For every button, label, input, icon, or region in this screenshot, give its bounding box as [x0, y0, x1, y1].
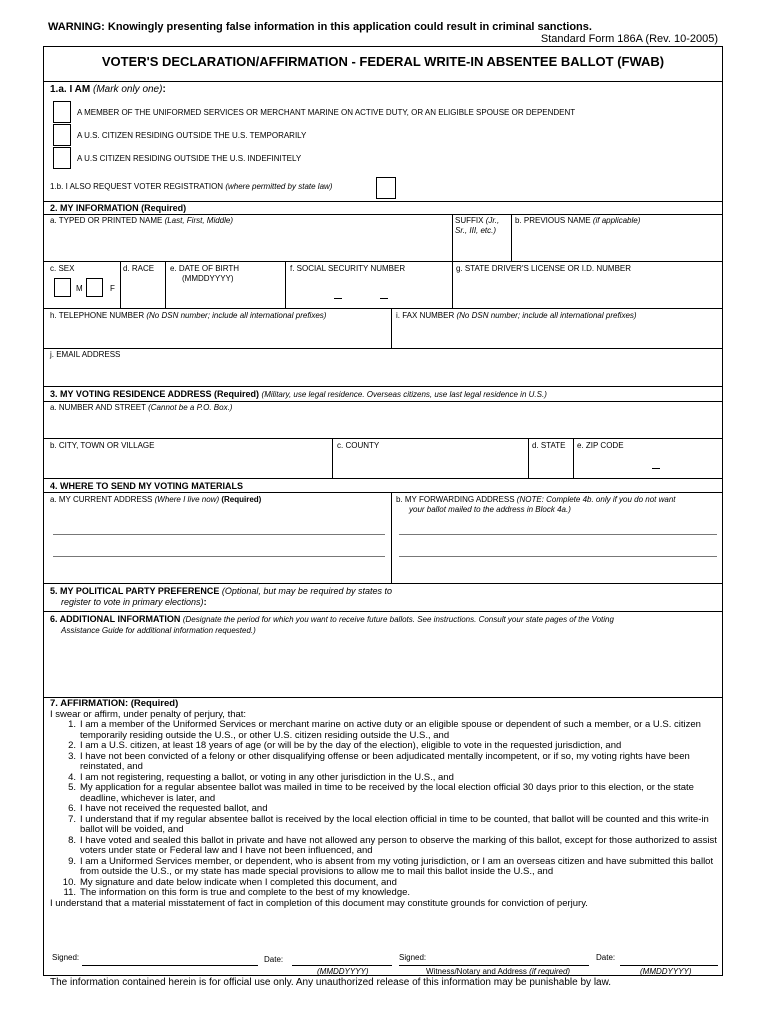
affirmation-item-number: 1. — [68, 719, 76, 730]
affirmation-list — [50, 720, 720, 899]
current-address-line[interactable] — [53, 556, 385, 557]
section-6-heading: 6. ADDITIONAL INFORMATION (Designate the period for which you want to receive future ballots. See instructions. Consult your state pages of the Voting Assistance Guide for additional information requested.) — [50, 614, 614, 635]
affirmation-item-text: The information on this form is true and complete to the best of my knowledge. — [80, 887, 411, 898]
option-uniformed-label: A MEMBER OF THE UNIFORMED SERVICES OR MERCHANT MARINE ON ACTIVE DUTY, OR AN ELIGIBLE SPOUSE OR DEPENDENT — [77, 108, 576, 117]
affirmation-item-text: My signature and date below indicate when I completed this document, and — [80, 876, 397, 888]
phone-label: h. TELEPHONE NUMBER (No DSN number; include all international prefixes) — [50, 311, 327, 320]
license-label: g. STATE DRIVER'S LICENSE OR I.D. NUMBER — [456, 264, 632, 273]
affirmation-closing: I understand that a material misstatement of fact in completion of this document may constitute grounds for conviction of perjury. — [50, 897, 588, 909]
section-3-heading: 3. MY VOTING RESIDENCE ADDRESS (Required) (Military, use legal residence. Overseas citizens, use last legal residence in U.S.) — [50, 389, 547, 399]
standard-form-label: Standard Form 186A (Rev. 10-2005) — [540, 33, 718, 45]
state-label: d. STATE — [532, 441, 566, 450]
affirmation-item-text: I have voted and sealed this ballot in private and have not allowed any person to observe the marking of this ballot, except for those authorized to assist voters under state or Federal law and I have not been influenced, and — [80, 834, 717, 856]
city-label: b. CITY, TOWN OR VILLAGE — [50, 441, 155, 450]
race-label: d. RACE — [123, 264, 155, 273]
divider — [120, 261, 121, 308]
ssn-separator — [380, 298, 388, 299]
affirmation-item-text: I am a Uniformed Services member, or dependent, who is absent from my voting jurisdiction, or I am an overseas citizen and have submitted this ballot from outside the U.S., or my state has made special provisions to allow me to mail this ballot inside the U.S., and — [80, 855, 714, 877]
street-label: a. NUMBER AND STREET (Cannot be a P.O. Box.) — [50, 403, 233, 412]
sex-label: c. SEX — [50, 264, 75, 273]
divider — [573, 438, 574, 478]
affirmation-item-text: I have not been convicted of a felony or other disqualifying offense or been adjudicated mentally incompetent, or if so, my voting rights have been reinstated, and — [80, 750, 690, 772]
affirmation-item — [50, 857, 720, 878]
affirmation-item-number: 3. — [68, 750, 76, 762]
ssn-separator — [334, 298, 342, 299]
date-line[interactable] — [292, 965, 392, 966]
option-indefinite-checkbox[interactable] — [53, 147, 71, 169]
affirmation-item-number: 7. — [68, 813, 76, 825]
option-temporary-label: A U.S. CITIZEN RESIDING OUTSIDE THE U.S. TEMPORARILY — [77, 131, 307, 140]
affirmation-item — [50, 888, 720, 899]
dob-label: e. DATE OF BIRTH (MMDDYYYY) — [170, 264, 240, 283]
affirmation-item — [50, 815, 720, 836]
divider — [332, 438, 333, 478]
section-1a-heading: 1.a. I AM (Mark only one): — [50, 84, 166, 95]
signed-label: Signed: — [52, 953, 80, 962]
affirmation-item-number: 6. — [68, 803, 76, 814]
registration-request-label: 1.b. I ALSO REQUEST VOTER REGISTRATION (where permitted by state law) — [50, 182, 333, 191]
section-4-heading: 4. WHERE TO SEND MY VOTING MATERIALS — [50, 481, 244, 491]
zip-separator — [652, 468, 660, 469]
signature-line[interactable] — [82, 965, 258, 966]
divider — [43, 611, 723, 612]
divider — [43, 386, 723, 387]
witness-label: Witness/Notary and Address (if required) — [426, 967, 571, 976]
divider — [43, 308, 723, 309]
divider — [165, 261, 166, 308]
option-uniformed-checkbox[interactable] — [53, 101, 71, 123]
divider — [43, 478, 723, 479]
divider — [452, 214, 453, 261]
affirmation-item-text: My application for a regular absentee ballot was mailed in time to be received by the local election official 30 days prior to this election, or the state deadline, whichever is later, and — [80, 782, 694, 804]
divider — [452, 261, 453, 308]
fax-label: i. FAX NUMBER (No DSN number; include all international prefixes) — [396, 311, 637, 320]
date-format: (MMDDYYYY) — [317, 967, 369, 976]
divider — [391, 492, 392, 583]
divider — [43, 401, 723, 402]
name-field-label: a. TYPED OR PRINTED NAME (Last, First, Middle) — [50, 216, 234, 225]
county-label: c. COUNTY — [337, 441, 380, 450]
section-7-heading: 7. AFFIRMATION: (Required) — [50, 698, 179, 709]
option-indefinite-label: A U.S CITIZEN RESIDING OUTSIDE THE U.S. INDEFINITELY — [77, 154, 302, 163]
sex-female-label: F — [110, 284, 115, 293]
affirmation-item — [50, 804, 720, 815]
affirmation-section — [50, 699, 720, 909]
option-temporary-checkbox[interactable] — [53, 124, 71, 146]
date2-line[interactable] — [620, 965, 718, 966]
divider — [528, 438, 529, 478]
affirmation-item-text: I am a U.S. citizen, at least 18 years of age (or will be by the day of the election), eligible to vote in the requested jurisdiction, and — [80, 740, 622, 751]
forwarding-address-label: b. MY FORWARDING ADDRESS (NOTE: Complete 4b. only if you do not want your ballot mailed to the address in Block 4a.) — [396, 495, 676, 514]
affirmation-item-text: I understand that if my regular absentee ballot is received by the local election official in time to be counted, that ballot will be counted and this write-in ballot will be voided, and — [80, 813, 709, 835]
current-address-line[interactable] — [53, 534, 385, 535]
affirmation-item — [50, 741, 720, 752]
section-5-heading: 5. MY POLITICAL PARTY PREFERENCE (Optional, but may be required by states to register to vote in primary elections): — [50, 586, 392, 607]
affirmation-item-number: 10. — [62, 876, 76, 888]
zip-label: e. ZIP CODE — [577, 441, 624, 450]
warning-text: WARNING: Knowingly presenting false information in this application could result in criminal sanctions. — [48, 21, 592, 33]
divider — [43, 492, 723, 493]
witness-signed-label: Signed: — [399, 953, 427, 962]
affirmation-item-text: I am a member of the Uniformed Services or merchant marine on active duty or an eligible spouse or dependent of such a member, or a U.S. citizen temporarily residing outside the U.S., or other U.S. citizen residing outside the U.S., and — [80, 719, 701, 741]
divider — [43, 81, 723, 82]
affirmation-intro: I swear or affirm, under penalty of perjury, that: — [50, 708, 247, 720]
affirmation-item — [50, 783, 720, 804]
affirmation-item-text: I have not received the requested ballot, and — [80, 803, 268, 814]
divider — [391, 308, 392, 348]
affirmation-item — [50, 836, 720, 857]
divider — [285, 261, 286, 308]
divider — [43, 261, 723, 262]
divider — [43, 348, 723, 349]
divider — [43, 201, 723, 202]
date2-format: (MMDDYYYY) — [640, 967, 692, 976]
affirmation-item — [50, 720, 720, 741]
form-title: VOTER'S DECLARATION/AFFIRMATION - FEDERAL WRITE-IN ABSENTEE BALLOT (FWAB) — [101, 54, 665, 69]
witness-signature-line[interactable] — [399, 965, 589, 966]
divider — [511, 214, 512, 261]
section-2-heading: 2. MY INFORMATION (Required) — [50, 203, 187, 213]
previous-name-label: b. PREVIOUS NAME (if applicable) — [515, 216, 641, 225]
affirmation-item-number: 2. — [68, 740, 76, 751]
date2-label: Date: — [596, 953, 616, 962]
footer-notice: The information contained herein is for official use only. Any unauthorized release of this information may be punishable by law. — [50, 977, 612, 988]
affirmation-item-number: 8. — [68, 834, 76, 846]
ssn-label: f. SOCIAL SECURITY NUMBER — [290, 264, 406, 273]
current-address-label: a. MY CURRENT ADDRESS (Where I live now) (Required) — [50, 495, 262, 504]
divider — [43, 214, 723, 215]
forwarding-address-line[interactable] — [399, 556, 717, 557]
affirmation-item-number: 5. — [68, 782, 76, 793]
date-label: Date: — [264, 955, 284, 964]
sex-male-label: M — [76, 284, 83, 293]
affirmation-item-number: 9. — [68, 855, 76, 867]
affirmation-item-number: 4. — [68, 771, 76, 783]
email-label: j. EMAIL ADDRESS — [50, 350, 121, 359]
divider — [43, 438, 723, 439]
suffix-field-label: SUFFIX (Jr., Sr., III, etc.) — [455, 216, 500, 235]
sex-female-checkbox[interactable] — [86, 278, 103, 297]
affirmation-item-text: I am not registering, requesting a ballot, or voting in any other jurisdiction in the U.S., and — [80, 771, 454, 783]
registration-request-checkbox[interactable] — [376, 177, 396, 199]
affirmation-item — [50, 752, 720, 773]
affirmation-item-number: 11. — [63, 887, 76, 898]
divider — [43, 583, 723, 584]
sex-male-checkbox[interactable] — [54, 278, 71, 297]
forwarding-address-line[interactable] — [399, 534, 717, 535]
